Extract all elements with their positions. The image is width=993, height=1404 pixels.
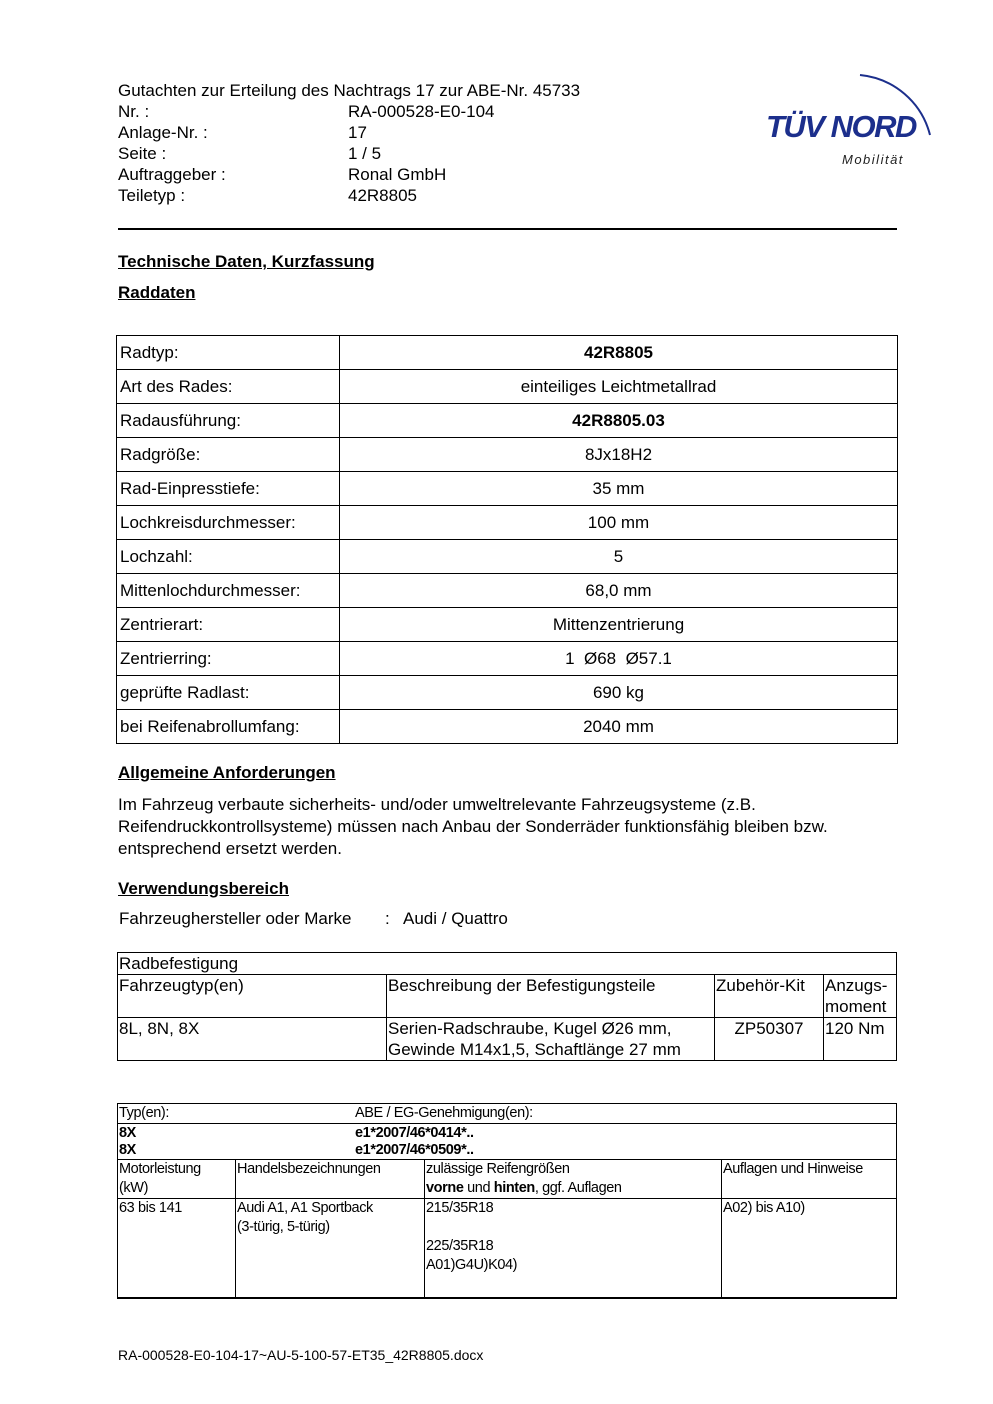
fahrzeughersteller-sep: : <box>385 909 390 928</box>
table-row: Typ(en): ABE / EG-Genehmigung(en): <box>118 1104 897 1124</box>
section-title-verwendungsbereich: Verwendungsbereich <box>118 879 289 898</box>
logo-brand-text: TÜV NORD <box>766 109 916 144</box>
raddaten-table <box>116 335 898 744</box>
section-subtitle-raddaten: Raddaten <box>118 283 196 302</box>
table-row: Radgröße: 8Jx18H2 <box>117 438 898 472</box>
typen-table <box>117 1103 897 1299</box>
header-row-anlage: Anlage-Nr. : 17 <box>118 123 367 142</box>
allgemein-text: Im Fahrzeug verbaute sicherheits- und/oder umweltrelevante Fahrzeugsysteme (z.B. Reifendruckkontrollsysteme) müssen nach Anbau der Sonderräder funktionsfähig bleiben bzw. entsprechend ersetzt werden. <box>118 795 828 858</box>
table-row: Rad-Einpresstiefe: 35 mm <box>117 472 898 506</box>
table-row: 63 bis 141 Audi A1, A1 Sportback (3-türig, 5-türig) 215/35R18 225/35R18 A01)G4U)K04) A02) bis A10) <box>118 1199 897 1299</box>
table-row: Motorleistung (kW) Handelsbezeichnungen zulässige Reifengrößen vorne und hinten, ggf. Auflagen Auflagen und Hinweise <box>118 1160 897 1199</box>
radbefestigung-caption: Radbefestigung <box>118 953 897 975</box>
fahrzeughersteller-label: Fahrzeughersteller oder Marke <box>119 909 352 928</box>
logo-sub-text: Mobilität <box>842 152 904 167</box>
table-row: Lochzahl: 5 <box>117 540 898 574</box>
table-row: Fahrzeugtyp(en) Beschreibung der Befestigungsteile Zubehör-Kit Anzugs-moment <box>118 975 897 1018</box>
table-row: geprüfte Radlast: 690 kg <box>117 676 898 710</box>
table-row: 8X e1*2007/46*0414*.. 8X e1*2007/46*0509*.. <box>118 1124 897 1160</box>
footer-filename: RA-000528-E0-104-17~AU-5-100-57-ET35_42R8805.docx <box>118 1347 484 1363</box>
document-title: Gutachten zur Erteilung des Nachtrags 17 zur ABE-Nr. 45733 <box>118 81 581 100</box>
header-divider <box>118 228 897 230</box>
tuev-nord-logo <box>760 55 950 175</box>
radbefestigung-table <box>117 952 897 1061</box>
table-row: Mittenlochdurchmesser: 68,0 mm <box>117 574 898 608</box>
header-row-auftraggeber: Auftraggeber : Ronal GmbH <box>118 165 447 184</box>
table-row: Radausführung: 42R8805.03 <box>117 404 898 438</box>
header-row-seite: Seite : 1 / 5 <box>118 144 382 163</box>
table-row: Zentrierart: Mittenzentrierung <box>117 608 898 642</box>
table-row: Art des Rades: einteiliges Leichtmetallrad <box>117 370 898 404</box>
table-row: Lochkreisdurchmesser: 100 mm <box>117 506 898 540</box>
table-row: Zentrierring: 1 Ø68 Ø57.1 <box>117 642 898 676</box>
table-row: 8L, 8N, 8X Serien-Radschraube, Kugel Ø26 mm, Gewinde M14x1,5, Schaftlänge 27 mm ZP50307 120 Nm <box>118 1018 897 1061</box>
fahrzeughersteller-line <box>119 909 508 929</box>
table-row: Radtyp: 42R8805 <box>117 336 898 370</box>
fahrzeughersteller-value: Audi / Quattro <box>403 909 508 928</box>
section-title-allgemeine-anforderungen: Allgemeine Anforderungen <box>118 763 336 782</box>
document-header <box>118 80 580 206</box>
header-row-teiletyp: Teiletyp : 42R8805 <box>118 186 418 205</box>
section-title-technische-daten: Technische Daten, Kurzfassung <box>118 252 375 271</box>
table-row <box>118 953 897 975</box>
table-row: bei Reifenabrollumfang: 2040 mm <box>117 710 898 744</box>
header-row-nr: Nr. : RA-000528-E0-104 <box>118 102 495 121</box>
